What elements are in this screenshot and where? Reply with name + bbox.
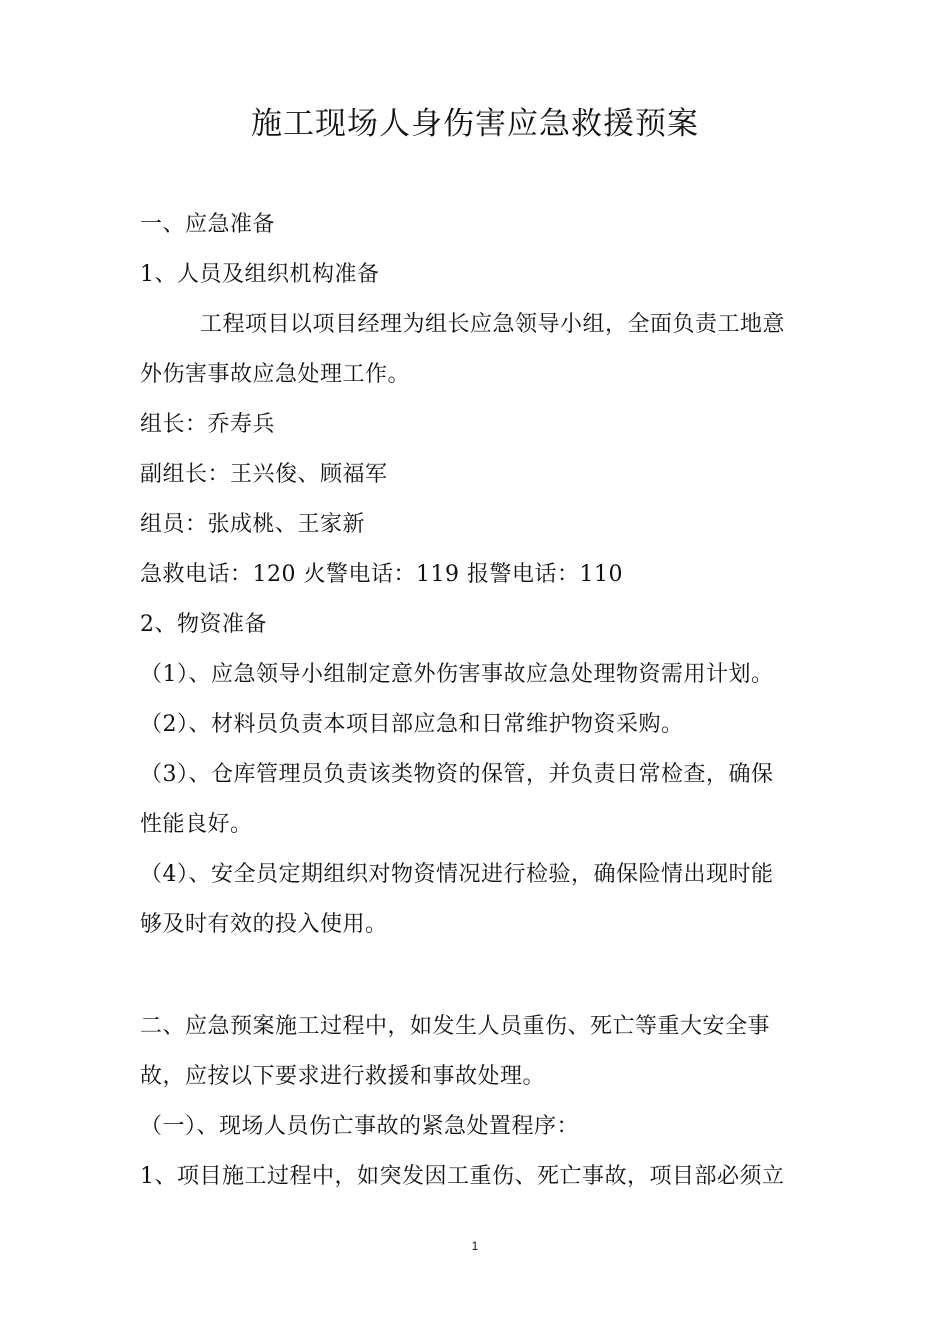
list-item: （1）、应急领导小组制定意外伤害事故应急处理物资需用计划。 <box>140 662 774 687</box>
team-members-line: 组员：张成桃、王家新 <box>140 512 366 537</box>
list-item: （3）、仓库管理员负责该类物资的保管，并负责日常检查，确保 <box>140 762 774 787</box>
paragraph-line: 工程项目以项目经理为组长应急领导小组，全面负责工地意 <box>200 312 786 337</box>
emergency-phones-line: 急救电话：120 火警电话：119 报警电话：110 <box>140 562 623 587</box>
paragraph-line: 1、项目施工过程中，如突发因工重伤、死亡事故，项目部必须立 <box>140 1164 785 1189</box>
subsection-heading-personnel: 1、人员及组织机构准备 <box>140 262 380 287</box>
list-item-continuation: 性能良好。 <box>140 812 253 837</box>
deputy-leader-line: 副组长：王兴俊、顾福军 <box>140 462 388 487</box>
page-number: 1 <box>471 1239 479 1253</box>
list-item: （2）、材料员负责本项目部应急和日常维护物资采购。 <box>140 712 684 737</box>
section-heading-emergency-plan: 二、应急预案施工过程中，如发生人员重伤、死亡等重大安全事 <box>140 1014 771 1039</box>
subsection-heading-procedure: （一）、现场人员伤亡事故的紧急处置程序： <box>140 1114 580 1139</box>
list-item-continuation: 够及时有效的投入使用。 <box>140 912 388 937</box>
team-leader-line: 组长：乔寿兵 <box>140 412 276 437</box>
paragraph-line: 故，应按以下要求进行救援和事故处理。 <box>140 1064 546 1089</box>
section-heading-emergency-preparation: 一、应急准备 <box>140 212 276 237</box>
subsection-heading-materials: 2、物资准备 <box>140 612 267 637</box>
document-title: 施工现场人身伤害应急救援预案 <box>251 106 699 142</box>
list-item: （4）、安全员定期组织对物资情况进行检验，确保险情出现时能 <box>140 862 774 887</box>
paragraph-line: 外伤害事故应急处理工作。 <box>140 362 411 387</box>
